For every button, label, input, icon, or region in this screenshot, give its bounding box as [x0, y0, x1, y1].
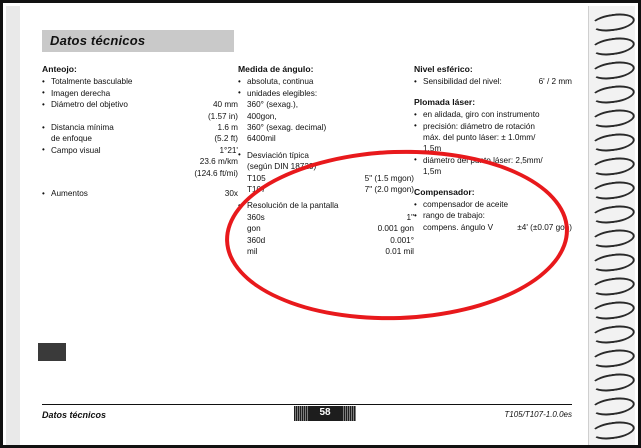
list-item	[414, 222, 572, 233]
binding-ring	[590, 251, 636, 274]
list-item	[42, 188, 238, 199]
margin-black-mark	[38, 343, 66, 361]
binding-ring	[590, 395, 636, 418]
row-label: T105	[247, 173, 266, 183]
column-nivel-plomada-compensador	[414, 64, 572, 258]
list-item	[238, 133, 414, 144]
list-plomada	[414, 109, 572, 177]
list-medida	[238, 76, 414, 144]
row-label: • Sensibilidad del nivel:	[423, 77, 502, 87]
spiral-binding	[588, 6, 635, 448]
list-item	[42, 168, 238, 179]
item-value: (1.57 in)	[207, 111, 238, 121]
row-value: 0.001°	[390, 235, 414, 245]
binding-ring	[590, 323, 636, 346]
item-label: Totalmente basculable	[51, 77, 133, 87]
footer-doc-code: T105/T107-1.0.0es	[504, 410, 572, 419]
binding-ring	[590, 371, 636, 394]
binding-ring	[590, 179, 636, 202]
item-label: absoluta, continua	[247, 77, 314, 87]
binding-ring	[590, 59, 636, 82]
table-row	[238, 235, 414, 246]
item-label: • Aumentos	[51, 189, 88, 199]
heading-anteojo: Anteojo:	[42, 64, 77, 74]
row-label: gon	[247, 224, 261, 234]
list-item	[238, 150, 414, 161]
table-row	[238, 173, 414, 184]
spacer	[42, 179, 238, 188]
list-item	[414, 199, 572, 210]
heading-plomada-laser: Plomada láser:	[414, 96, 476, 107]
item-label: Imagen derecha	[51, 88, 111, 98]
row-label: 360d	[247, 235, 266, 245]
row-label: 360s	[247, 212, 265, 222]
item-label: precisión: diámetro de rotación	[423, 121, 535, 131]
list-item	[414, 121, 572, 132]
item-label: 1.5m	[423, 144, 442, 154]
row-value: 1"	[406, 212, 414, 222]
row-value: 0.01 mil	[385, 247, 414, 257]
row-label: T107	[247, 185, 266, 195]
table-row	[238, 212, 414, 223]
binding-ring	[590, 11, 636, 34]
item-value: 40 mm	[212, 100, 238, 110]
list-resolucion	[238, 200, 414, 211]
heading-nivel-esferico: Nivel esférico:	[414, 64, 473, 74]
page-number: 58	[319, 407, 331, 418]
list-item	[238, 88, 414, 99]
item-label: 400gon,	[247, 111, 277, 121]
list-item	[42, 156, 238, 167]
document-page	[20, 6, 592, 448]
scan-left-edge	[6, 6, 21, 448]
row-value: 5" (1.5 mgon)	[364, 173, 414, 183]
row-value: 0.001 gon	[377, 224, 414, 234]
list-item	[42, 76, 238, 87]
list-item	[414, 166, 572, 177]
item-subtext: (según DIN 18723)	[247, 162, 317, 172]
item-value: 30x	[224, 189, 238, 199]
item-label: en alidada, giro con instrumento	[423, 110, 540, 120]
item-label: • Distancia mínima	[51, 123, 114, 133]
footer-title: Datos técnicos	[42, 410, 107, 420]
content-columns	[42, 64, 572, 258]
column-anteojo	[42, 64, 238, 258]
heading-compensador: Compensador:	[414, 186, 475, 197]
item-value: (124.6 ft/mi)	[194, 168, 238, 178]
footer-divider	[42, 404, 572, 405]
binding-ring	[590, 419, 636, 442]
list-item	[42, 88, 238, 99]
item-label: Desviación típica	[247, 150, 309, 160]
list-item	[42, 111, 238, 122]
binding-ring	[590, 347, 636, 370]
row-value: ±4' (±0.07 gon)	[517, 222, 572, 232]
item-label: de enfoque	[51, 134, 92, 144]
item-label: máx. del punto láser: ± 1.0mm/	[423, 133, 536, 143]
page-title-bar	[42, 30, 234, 52]
list-anteojo	[42, 76, 238, 179]
list-item	[238, 122, 414, 133]
item-label: • Campo visual	[51, 145, 101, 155]
binding-ring	[590, 155, 636, 178]
item-label: 360° (sexag. decimal)	[247, 123, 327, 133]
list-item	[238, 111, 414, 122]
list-item	[42, 145, 238, 156]
item-label: compensador de aceite	[423, 200, 509, 210]
table-row	[238, 223, 414, 234]
list-item	[414, 155, 572, 166]
list-desviacion-tipica	[238, 150, 414, 173]
list-item	[238, 200, 414, 211]
binding-ring	[590, 35, 636, 58]
list-item	[414, 210, 572, 221]
binding-ring	[590, 131, 636, 154]
item-value: (5.2 ft)	[214, 134, 238, 144]
list-item	[42, 133, 238, 144]
list-item	[238, 161, 414, 172]
row-value: 7" (2.0 mgon)	[364, 185, 414, 195]
list-item	[414, 132, 572, 143]
item-label: Resolución de la pantalla	[247, 201, 339, 211]
list-aumentos	[42, 188, 238, 199]
list-item	[414, 109, 572, 120]
list-item	[414, 143, 572, 154]
binding-ring	[590, 203, 636, 226]
item-label: 1,5m	[423, 167, 442, 177]
row-label: mil	[247, 247, 258, 257]
item-label: unidades elegibles:	[247, 88, 318, 98]
row-label: compens. ángulo V	[423, 222, 494, 232]
list-item	[414, 76, 572, 87]
binding-ring	[590, 275, 636, 298]
binding-ring	[590, 299, 636, 322]
binding-ring	[590, 83, 636, 106]
binding-ring	[590, 107, 636, 130]
binding-ring	[590, 227, 636, 250]
page-title: Datos técnicos	[50, 33, 146, 48]
list-item	[42, 122, 238, 133]
list-nivel	[414, 76, 572, 87]
row-value: 6' / 2 mm	[538, 77, 572, 87]
page-number-badge	[294, 406, 356, 421]
item-value: 23.6 m/km	[199, 157, 238, 167]
item-label: 6400mil	[247, 134, 276, 144]
table-row	[238, 246, 414, 257]
item-label: diámetro del punto láser: 2,5mm/	[423, 155, 543, 165]
column-medida-de-angulo	[238, 64, 414, 258]
list-compensador	[414, 199, 572, 233]
item-label: 360° (sexag.),	[247, 100, 299, 110]
list-item	[42, 99, 238, 110]
item-value: 1°21'	[219, 145, 238, 155]
item-value: 1.6 m	[217, 123, 238, 133]
list-item	[238, 99, 414, 110]
table-row	[238, 184, 414, 195]
heading-medida-de-angulo: Medida de ángulo:	[238, 64, 314, 74]
item-label: • Diámetro del objetivo	[51, 100, 128, 110]
item-label: rango de trabajo:	[423, 211, 485, 221]
list-item	[238, 76, 414, 87]
